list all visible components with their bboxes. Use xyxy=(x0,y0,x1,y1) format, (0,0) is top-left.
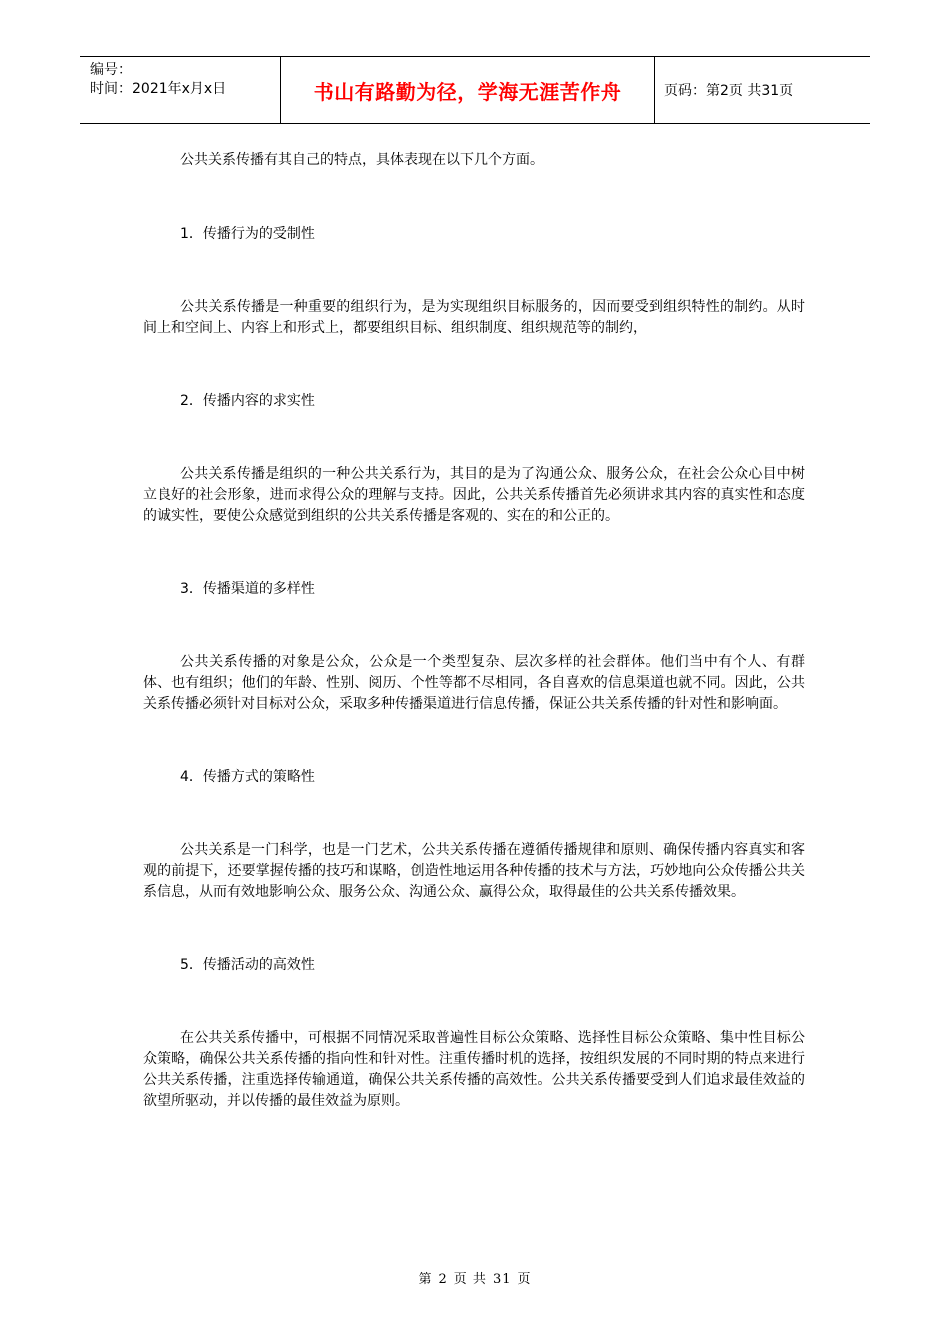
section-body-1: 公共关系传播是一种重要的组织行为，是为实现组织目标服务的，因而要受到组织特性的制约。从时间上和空间上、内容上和形式上，都要组织目标、组织制度、组织规范等的制约， xyxy=(143,299,805,336)
section-body-5: 在公共关系传播中，可根据不同情况采取普遍性目标公众策略、选择性目标公众策略、集中性目标公众策略，确保公共关系传播的指向性和针对性。注重传播时机的选择，按组织发展的不同时期的特点来进行公共关系传播，注重选择传输通道，确保公共关系传播的高效性。公共关系传播要受到人们追求最佳效益的欲望所驱动，并以传播的最佳效益为原则。 xyxy=(143,1030,805,1109)
section-heading-3: 3．传播渠道的多样性 xyxy=(180,581,315,597)
footer-page-suffix: 页 xyxy=(517,1272,532,1287)
document-body xyxy=(143,150,805,1112)
footer-page-number: 2 xyxy=(438,1272,448,1287)
section-body-2: 公共关系传播是组织的一种公共关系行为，其目的是为了沟通公众、服务公众，在社会公众心目中树立良好的社会形象，进而求得公众的理解与支持。因此，公共关系传播首先必须讲求其内容的真实性和态度的诚实性，要使公众感觉到组织的公共关系传播是客观的、实在的和公正的。 xyxy=(143,466,805,524)
header-motto: 书山有路勤为径，学海无涯苦作舟 xyxy=(281,57,655,123)
section-body-4: 公共关系是一门科学，也是一门艺术，公共关系传播在遵循传播规律和原则、确保传播内容真实和客观的前提下，还要掌握传播的技巧和谋略，创造性地运用各种传播的技术与方法，巧妙地向公众传播公共关系信息，从而有效地影响公众、服务公众、沟通公众、赢得公众，取得最佳的公共关系传播效果。 xyxy=(143,842,805,900)
section-heading-4: 4．传播方式的策略性 xyxy=(180,769,315,785)
footer-page-total: 31 xyxy=(492,1272,512,1287)
footer-page-mid: 页 共 xyxy=(453,1272,487,1287)
intro-paragraph: 公共关系传播有其自己的特点，具体表现在以下几个方面。 xyxy=(180,152,544,168)
document-time-label: 时间：2021年x月x日 xyxy=(90,81,227,97)
page-header xyxy=(80,56,870,124)
section-heading-2: 2．传播内容的求实性 xyxy=(180,393,315,409)
header-page-label: 页码：第2页 共31页 xyxy=(664,83,794,99)
page-footer xyxy=(0,1268,950,1287)
document-number-label: 编号： xyxy=(90,62,132,78)
section-heading-5: 5．传播活动的高效性 xyxy=(180,957,315,973)
section-heading-1: 1．传播行为的受制性 xyxy=(180,226,315,242)
footer-page-prefix: 第 xyxy=(418,1272,433,1287)
section-body-3: 公共关系传播的对象是公众，公众是一个类型复杂、层次多样的社会群体。他们当中有个人、有群体、也有组织；他们的年龄、性别、阅历、个性等都不尽相同，各自喜欢的信息渠道也就不同。因此，公共关系传播必须针对目标对公众，采取多种传播渠道进行信息传播，保证公共关系传播的针对性和影响面。 xyxy=(143,654,805,712)
header-meta xyxy=(80,57,281,123)
